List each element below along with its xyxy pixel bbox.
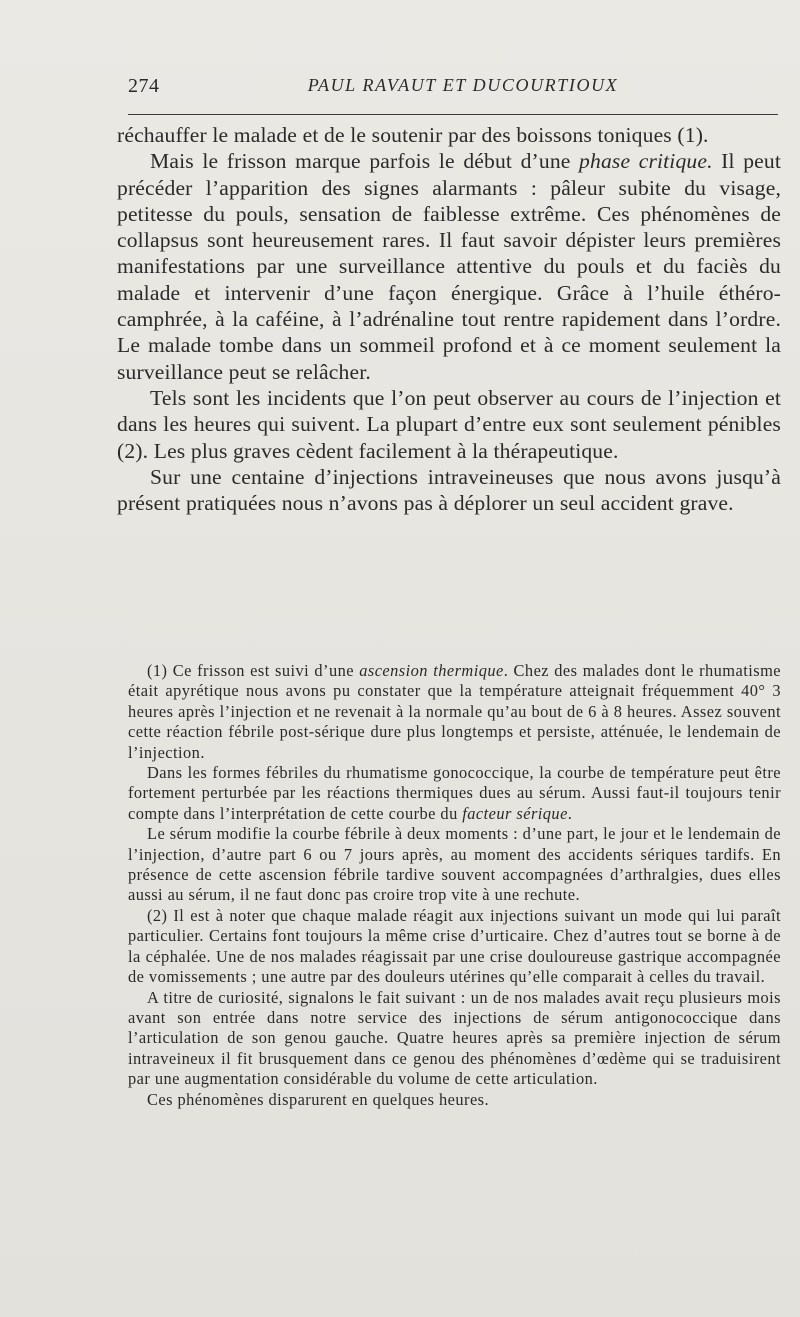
footnote-1-p2-start: Dans les formes fébriles du rhumatisme gonococcique, la courbe de température peut être fortement perturbée par les réactions thermiques dues au sérum. Aussi faut-il toujours tenir compte dans l’interprétation de cette courbe du [128,763,781,823]
footnotes [128,661,781,1110]
main-text [117,122,781,516]
page-number: 274 [128,75,160,97]
paragraph-2-rest: Il peut précéder l’apparition des signes alarmants : pâleur subite du visage, petitesse du pouls, sensation de faiblesse extrême. Ces phénomènes de collapsus sont heureusement rares. Il faut savoir dépister leurs premières manifestations par une surveillance attentive du pouls et du faciès du malade et intervenir d’une façon énergique. Grâce à l’huile éthéro-camphrée, à la caféine, à l’adrénaline tout rentre rapidement dans l’ordre. Le malade tombe dans un sommeil profond et à ce moment seulement la surveillance peut se relâcher. [117,149,781,384]
paragraph-2 [117,148,781,385]
paragraph-2-start: Mais le frisson marque parfois le début d’une [150,149,580,174]
footnote-1-rest: . Chez des malades dont le rhumatisme était apyrétique nous avons pu constater que la température atteignait fréquemment 40° 3 heures après l’injection et ne revenait à la normale qu’au bout de 6 à 8 heures. Assez souvent cette réaction fébrile post-sérique dure plus longtemps et persiste, atténuée, le lendemain de l’injection. [128,661,781,762]
footnote-1-paragraph-3: Le sérum modifie la courbe fébrile à deux moments : d’une part, le jour et le lendemain de l’injection, d’autre part 6 ou 7 jours après, au moment des accidents sériques tardifs. En présence de cette ascension fébrile tardive souvent accompagnées d’arthralgies, dues elles aussi au sérum, il ne faut donc pas croire trop vite à une rechute. [128,824,781,905]
emphasis-facteur-serique: facteur sérique [462,803,568,823]
footnote-1-paragraph-2 [128,763,781,824]
header-rule [128,114,778,115]
footnote-2: (2) Il est à noter que chaque malade réagit aux injections suivant un mode qui lui paraît particulier. Certains font toujours la même crise d’urticaire. Chez d’autres tout se borne à de la céphalée. Une de nos malades réagissait par une crise douloureuse gastrique accompagnée de vomissements ; une autre par des douleurs utérines qu’elle comparait à celles du travail. [128,905,781,987]
footnote-1-p2-end: . [567,803,573,823]
emphasis-ascension-thermique: ascension thermique [359,661,504,680]
emphasis-phase-critique: phase critique. [579,149,713,174]
paragraph-1: réchauffer le malade et de le soutenir par des boissons toniques (1). [117,123,709,147]
footnote-1 [128,661,781,763]
footnote-2-paragraph-3: Ces phénomènes disparurent en quelques heures. [147,1089,490,1109]
paragraph-3: Tels sont les incidents que l’on peut observer au cours de l’injection et dans les heures qui suivent. La plupart d’entre eux sont seulement pénibles (2). Les plus graves cèdent facilement à la thérapeutique. [117,385,781,463]
footnote-2-paragraph-2: A titre de curiosité, signalons le fait suivant : un de nos malades avait reçu plusieurs mois avant son entrée dans notre service des injections de sérum antigonococcique dans l’articulation de son genou gauche. Quatre heures après sa première injection de sérum intraveineux il fit brusquement dans ce genou des phénomènes d’œdème qui se traduisirent par une augmentation considérable du volume de cette articulation. [128,987,781,1089]
running-head: PAUL RAVAUT ET DUCOURTIOUX [307,75,619,95]
paragraph-4: Sur une centaine d’injections intraveineuses que nous avons jusqu’à présent pratiquées nous n’avons pas à déplorer un seul accident grave. [117,464,781,516]
footnote-1-start: (1) Ce frisson est suivi d’une [147,661,360,680]
page-header [128,75,778,99]
